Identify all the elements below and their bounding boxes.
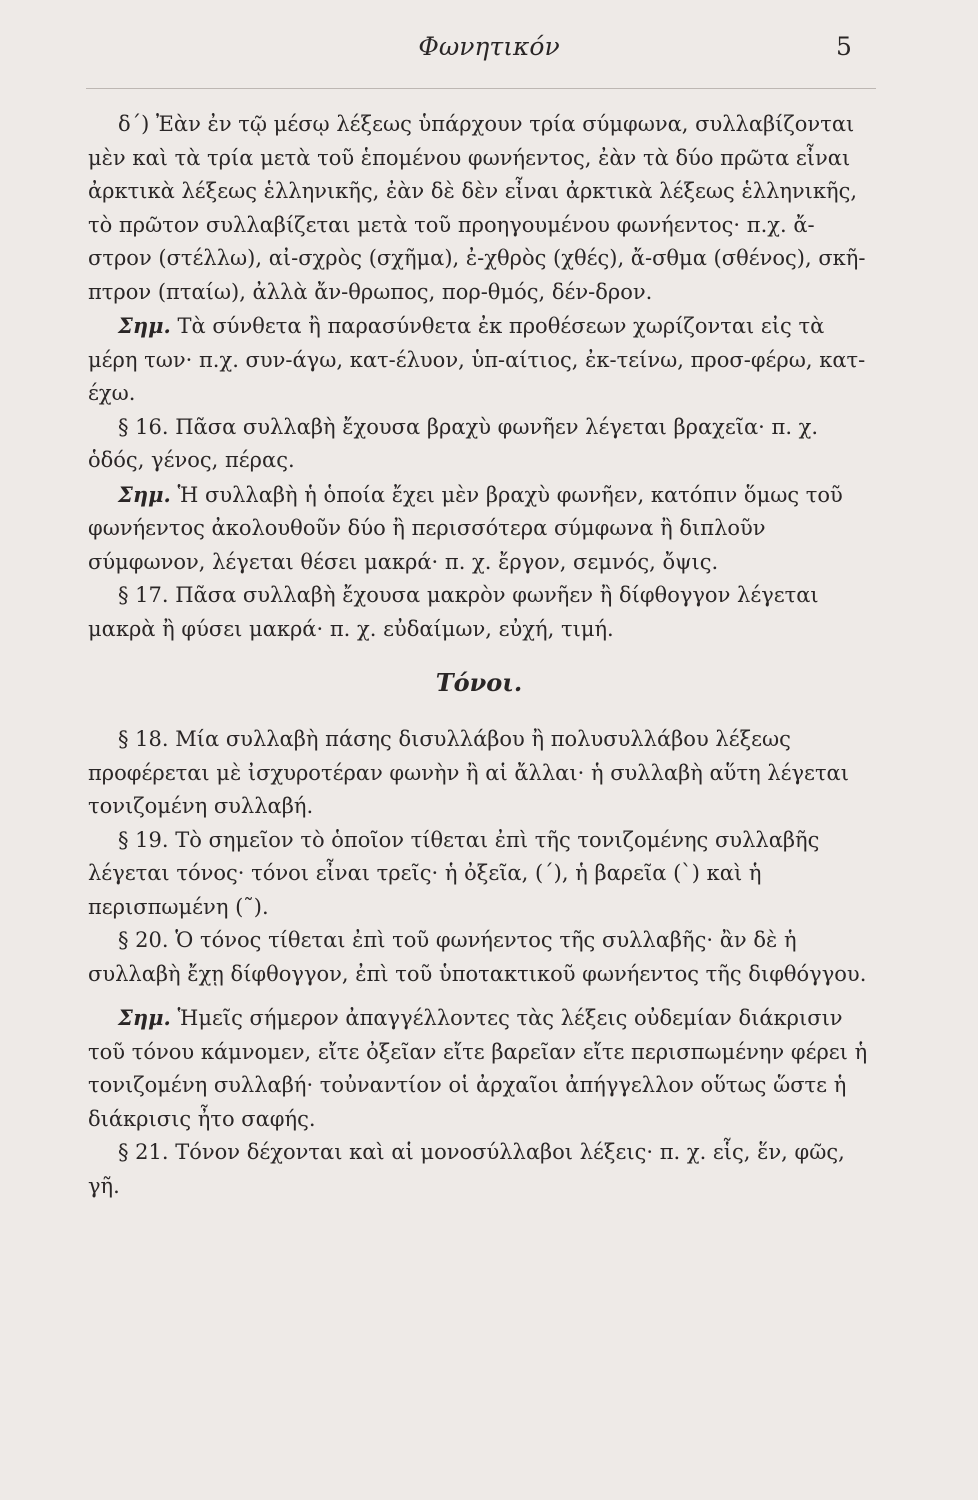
section-19: § 19. Τὸ σημεῖον τὸ ὁποῖον τίθεται ἐπὶ τῆς τονιζομένης συλλαβῆς λέγεται τόνος· τόνοι εἶναι τρεῖς· ἡ ὀξεῖα, (΄), ἡ βαρεῖα (`) καὶ ἡ περισπωμένη (῀). [88, 827, 820, 919]
running-title: Φωνητικόν [418, 32, 560, 61]
note-label: Σημ. [118, 313, 171, 338]
page-number: 5 [836, 32, 852, 61]
section-16: § 16. Πᾶσα συλλαβὴ ἔχουσα βραχὺ φωνῆεν λέγεται βραχεῖα· π. χ. ὁδός, γένος, πέρας. [88, 414, 819, 472]
section-18: § 18. Μία συλλαβὴ πάσης δισυλλάβου ἢ πολυσυλλάβου λέξεως προφέρεται μὲ ἰσχυροτέραν φωνὴν ἢ αἱ ἄλλαι· ἡ συλλαβὴ αὕτη λέγεται τονιζομένη συλλαβή. [88, 727, 849, 818]
note-text: Ἡμεῖς σήμερον ἀπαγγέλλοντες τὰς λέξεις οὐδεμίαν διάκρισιν τοῦ τόνου κάμνομεν, εἴτε ὀξεῖαν εἴτε βαρεῖαν εἴτε περισπωμένην φέρει ἡ τονιζομένη συλλαβή· τοὐναντίον οἱ ἀρχαῖοι ἀπήγγελλον οὕτως ὥστε ἡ διάκρισις ἦτο σαφής. [88, 1006, 868, 1131]
header-rule [86, 88, 876, 89]
section-17: § 17. Πᾶσα συλλαβὴ ἔχουσα μακρὸν φωνῆεν ἢ δίφθογγον λέγεται μακρὰ ἢ φύσει μακρά· π. χ. εὐδαίμων, εὐχή, τιμή. [88, 583, 819, 641]
note-text: Ἡ συλλαβὴ ἡ ὁποία ἔχει μὲν βραχὺ φωνῆεν, κατόπιν ὅμως τοῦ φωνήεντος ἀκολουθοῦν δύο ἢ περισσότερα σύμφωνα ἢ διπλοῦν σύμφωνον, λέγεται θέσει μακρά· π. χ. ἔργον, σεμνός, ὄψις. [88, 482, 843, 574]
section-title: Τόνοι. [435, 668, 523, 697]
section-21: § 21. Τόνον δέχονται καὶ αἱ μονοσύλλαβοι λέξεις· π. χ. εἷς, ἕν, φῶς, γῆ. [88, 1140, 845, 1198]
paragraph-rule-delta: δ΄) Ἐὰν ἐν τῷ μέσῳ λέξεως ὑπάρχουν τρία σύμφωνα, συλλαβίζονται μὲν καὶ τὰ τρία μετὰ τοῦ ἑπομένου φωνήεντος, ἐὰν τὰ δύο πρῶτα εἶναι ἀρκτικὰ λέξεως ἑλληνικῆς, ἐὰν δὲ δὲν εἶναι ἀρκτικὰ λέξεως ἑλληνικῆς, τὸ πρῶτον συλλαβίζεται μετὰ τοῦ προηγουμένου φωνήεντος· π.χ. ἄ-στρον (στέλλω), αἰ-σχρὸς (σχῆμα), ἐ-χθρὸς (χθές), ἄ-σθμα (σθένος), σκῆ-πτρον (πταίω), ἀλλὰ ἄν-θρωπος, πορ-θμός, δέν-δρον. [88, 112, 866, 304]
page-header [0, 30, 978, 70]
note-paragraph [88, 1001, 870, 1136]
note-paragraph [88, 309, 870, 411]
section-20: § 20. Ὁ τόνος τίθεται ἐπὶ τοῦ φωνήεντος τῆς συλλαβῆς· ἂν δὲ ἡ συλλαβὴ ἔχῃ δίφθογγον, ἐπὶ τοῦ ὑποτακτικοῦ φωνήεντος τῆς διφθόγγου. [88, 928, 867, 986]
note-text: Τὰ σύνθετα ἢ παρασύνθετα ἐκ προθέσεων χωρίζονται εἰς τὰ μέρη των· π.χ. συν-άγω, κατ-έλυον, ὑπ-αίτιος, ἐκ-τείνω, προσ-φέρω, κατ-έχω. [88, 314, 866, 405]
note-label: Σημ. [118, 481, 171, 507]
page-body [88, 108, 870, 1203]
note-paragraph [88, 478, 870, 580]
note-label: Σημ. [118, 1005, 171, 1030]
